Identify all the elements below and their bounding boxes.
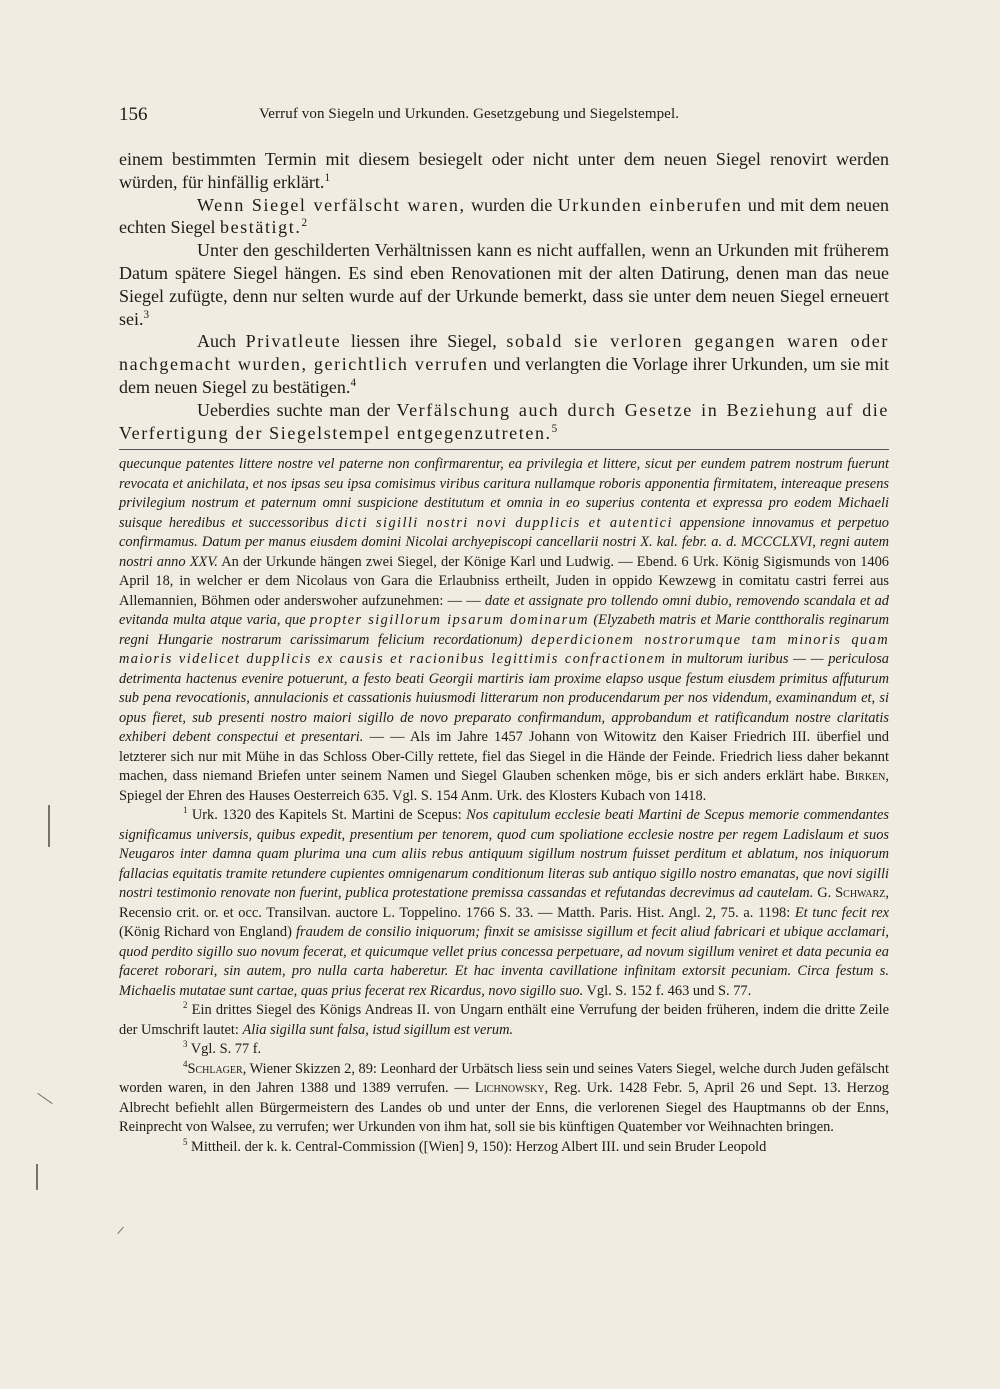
text-run: und verlangten die Vorlage ihrer Urkunden, um sie mit dem neuen Siegel zu bestätigen. bbox=[119, 354, 890, 397]
running-head: Verruf von Siegeln und Urkunden. Gesetzgebung und Siegelstempel. bbox=[259, 106, 680, 122]
text-run: Mittheil. der k. k. Central-Commission ([Wien] 9, 150): Herzog Albert III. und sein Bruder Leopold bbox=[187, 1138, 767, 1155]
spaced-emphasis: propter sigillorum ipsarum dominarum bbox=[310, 612, 589, 628]
footnote-ref: 2 bbox=[301, 217, 308, 230]
page-header bbox=[119, 104, 889, 132]
text-run: Nos capitulum ecclesie beati Martini de Scepus memorie commendantes significamus universis, quibus expedit, presentium per tenorem, quod cum spoliatione ecclesie nostre per regem Ladislaum et suos Neugaros inter damna quam plurima una cum aliis rebus antiquum sigillum nostrum fuisset perditum et ablatum, nos iniquorum fallacias equitatis tramite retundere cupientes omnigenarum conditionum literas sub antiquo sigillo nostro emanatas, que novi sigilli nostri testimonio renovate non fuerint, publica protestatione premissa cassandas et refutandas decrevimus ad cautelam. bbox=[119, 807, 889, 901]
page-number: 156 bbox=[119, 104, 148, 125]
text-run: quecunque patentes littere nostre vel paterne non confirmarentur, ea privilegia et littere, sicut per eundem patrem nostrum fuerunt revocata et anichilata, et nos ipsas seu ipsa comisimus viribus caritura nullamque roboris apponentia firmitatem, intereaque presens privilegium nostrum et paternum omni suspicione destitutum et omnia in eo superius contenta et expressa pro eodem Michaeli suisque heredibus et successoribus bbox=[119, 456, 889, 531]
paragraph bbox=[119, 239, 889, 330]
margin-pencil-mark bbox=[48, 805, 50, 847]
author-name: Schlager bbox=[187, 1060, 243, 1077]
footnotes bbox=[119, 455, 889, 1157]
text-run: Vgl. S. 77 f. bbox=[187, 1041, 262, 1057]
paragraph bbox=[119, 148, 889, 194]
text-run: Unter den geschilderten Verhältnissen kann es nicht auffallen, wenn an Urkunden mit früherem Datum spätere Siegel hängen. Es sind eben Renovationen mit der alten Datirung, denen man das neue Siegel zufügte, denn nur selten wurde auf der Urkunde bemerkt, dass sie unter dem neuen Siegel erneuert sei. bbox=[119, 240, 889, 329]
author-name: Schwarz bbox=[835, 885, 886, 901]
text-run: fraudem de consilio iniquorum; finxit se amisisse sigillum et fecit aliud fabricari et ubique acclamari, quod perdito sigillo suo novum fecerat, et quicumque vellet prius concessa perpetuare, ad novum sigillum veniret et data pecunia ea faceret roborari, sin autem, pro nulla carta haberetur. Et hac inventa cavillatione infinitam extorsit pecuniam. Circa festum s. Michaelis mutatae sunt cartae, quas prius fecerat rex Ricardus, novo sigillo suo. bbox=[119, 924, 889, 999]
footnote-number: 3 bbox=[183, 1039, 188, 1050]
text-run: Alia sigilla sunt falsa, istud sigillum est verum. bbox=[242, 1021, 514, 1038]
spaced-emphasis: Wenn Siegel verfälscht waren, bbox=[197, 194, 466, 215]
margin-pencil-mark bbox=[37, 1093, 52, 1104]
footnote-number: 5 bbox=[183, 1136, 188, 1147]
spaced-emphasis: sobald sie verloren gegangen waren oder nachgemacht wurden, gerichtlich verrufen bbox=[119, 331, 889, 375]
text-run: Ein drittes Siegel des Königs Andreas II. von Ungarn enthält eine Verrufung der beiden früheren, indem die dritte Zeile der Umschrift lautet: bbox=[119, 1002, 889, 1038]
footnote-ref: 1 bbox=[324, 171, 331, 184]
text-run: Urk. 1320 des Kapitels St. Martini de Scepus: bbox=[187, 807, 467, 823]
margin-pencil-mark bbox=[36, 1164, 38, 1190]
footnote-number: 2 bbox=[183, 1000, 188, 1011]
text-run: , Wiener Skizzen 2, 89: Leonhard der Urbätsch liess sein und seines Vaters Siegel, welche durch Juden gefälscht worden waren, in den Jahren 1388 und 1389 verrufen. — bbox=[119, 1060, 889, 1096]
text-run: in multorum iuribus — — periculosa detrimenta hactenus evenire potuerunt, a festo beati Georgii martiris iam proxime elapso usque festum eiusdem primitus affuturum sub pena revocationis, annulacionis et cassationis huiusmodi litterarum non producendarum per nos videndum, examinandum et, si opus fieret, sub presenti nostro maiori sigillo de novo preparato confirmandum, approbandum et ratificandum nostre claritatis exhiberi debent conspectui et presentari. bbox=[119, 651, 889, 745]
text-run: , Spiegel der Ehren des Hauses Oesterreich 635. Vgl. S. 154 Anm. Urk. des Klosters Kubach von 1418. bbox=[119, 768, 889, 804]
footnote-continuation bbox=[119, 455, 889, 806]
text-run: (Elyzabeth matris et Marie contthoralis reginarum regni Hungarie nostrarum carissimarum felicium recordationum) bbox=[119, 612, 889, 648]
footnote bbox=[119, 1060, 889, 1138]
text-run: Ueberdies suchte man der bbox=[197, 399, 397, 420]
spaced-emphasis: Verfälschung auch durch Gesetze in Beziehung auf die Verfertigung der Siegelstempel entgegenzutreten. bbox=[119, 399, 889, 443]
footnote-divider bbox=[119, 449, 889, 450]
paragraph bbox=[119, 194, 889, 240]
footnote bbox=[119, 806, 889, 1001]
text-run: Vgl. S. 152 f. 463 und S. 77. bbox=[583, 982, 752, 999]
paragraph bbox=[119, 399, 889, 445]
text-run: Auch bbox=[197, 331, 246, 352]
footnote bbox=[119, 1138, 889, 1158]
spaced-emphasis: deperdicionem nostrorumque tam minoris quam maioris videlicet dupplicis ex causis et racionibus legittimis confractionem bbox=[119, 631, 889, 667]
text-run: einem bestimmten Termin mit diesem besiegelt oder nicht unter dem neuen Siegel renovirt werden würden, für hinfällig erklärt. bbox=[119, 149, 889, 192]
footnote bbox=[119, 1040, 889, 1060]
main-text bbox=[119, 148, 889, 444]
text-run: wurden die bbox=[465, 194, 558, 215]
text-run: G. bbox=[813, 885, 836, 901]
text-run: und mit dem neuen echten Siegel bbox=[119, 194, 889, 238]
margin-pencil-mark bbox=[117, 1227, 124, 1235]
footnote-number: 1 bbox=[183, 805, 188, 816]
author-name: Lichnowsky bbox=[474, 1080, 545, 1096]
spaced-emphasis: bestätigt. bbox=[219, 217, 302, 238]
text-run: , Reg. Urk. 1428 Febr. 5, April 26 und Sept. 13. Herzog Albrecht befiehlt allen Bürgermeistern des Landes ob und unter der Enns, die verlorenen Siegel des Hauptmanns ob der Enns, Reinprecht von Walsee, zu verrufen; wer Urkunden von ihm hat, soll sie bis künftigen Quatember vor Weihnachten bringen. bbox=[119, 1080, 889, 1135]
footnote-number: 4 bbox=[183, 1058, 188, 1069]
text-run: date et assignate pro tollendo omni dubio, removendo scandala et ad evitanda multa atque varia, que bbox=[119, 592, 889, 628]
footnote bbox=[119, 1001, 889, 1040]
text-run: liessen ihre Siegel, bbox=[341, 331, 507, 352]
footnote-ref: 3 bbox=[143, 308, 150, 321]
text-run: — — Als im Jahre 1457 Johann von Witowitz den Kaiser Friedrich III. überfiel und letzterer sich nur mit Mühe in das Schloss Ober-Cilly rettete, fiel das Siegel in die Hände der Feinde. Friedrich liess daher bekannt machen, dass niemand Briefen unter seinem Namen und Siegel Glauben schenken möge, bis er sich anders erklärt habe. bbox=[119, 729, 889, 784]
text-run: (König Richard von England) bbox=[119, 924, 296, 940]
text-run: An der Urkunde hängen zwei Siegel, der Könige Karl und Ludwig. — Ebend. 6 Urk. König Sigismunds von 1406 April 18, in welcher er dem Nicolaus von Gara die Erlaubniss ertheilt, Juden in oppido Kewzewg in comitatu castri ferrei aus Allemannien, Böhmen oder anderswoher aufzunehmen: — — bbox=[119, 553, 889, 609]
spaced-emphasis: Privatleute bbox=[245, 331, 342, 352]
author-name: Birken bbox=[845, 768, 886, 784]
spaced-emphasis: Urkunden einberufen bbox=[557, 194, 743, 215]
text-run: appensione innovamus et perpetuo confirmamus. Datum per manus eiusdem domini Nicolai archyepiscopi cancellarii nostri X. kal. febr. a. d. MCCCLXVI, regni autem nostri anno XXV. bbox=[119, 514, 889, 570]
paragraph bbox=[119, 330, 889, 398]
footnote-ref: 4 bbox=[350, 376, 357, 389]
text-run: , Recensio crit. or. et occ. Transilvan. auctore L. Toppelino. 1766 S. 33. — Matth. Paris. Hist. Angl. 2, 75. a. 1198: bbox=[119, 885, 889, 921]
footnote-ref: 5 bbox=[551, 422, 558, 435]
spaced-emphasis: dicti sigilli nostri novi dupplicis et autentici bbox=[335, 514, 673, 531]
text-run: Et tunc fecit rex bbox=[794, 904, 889, 921]
